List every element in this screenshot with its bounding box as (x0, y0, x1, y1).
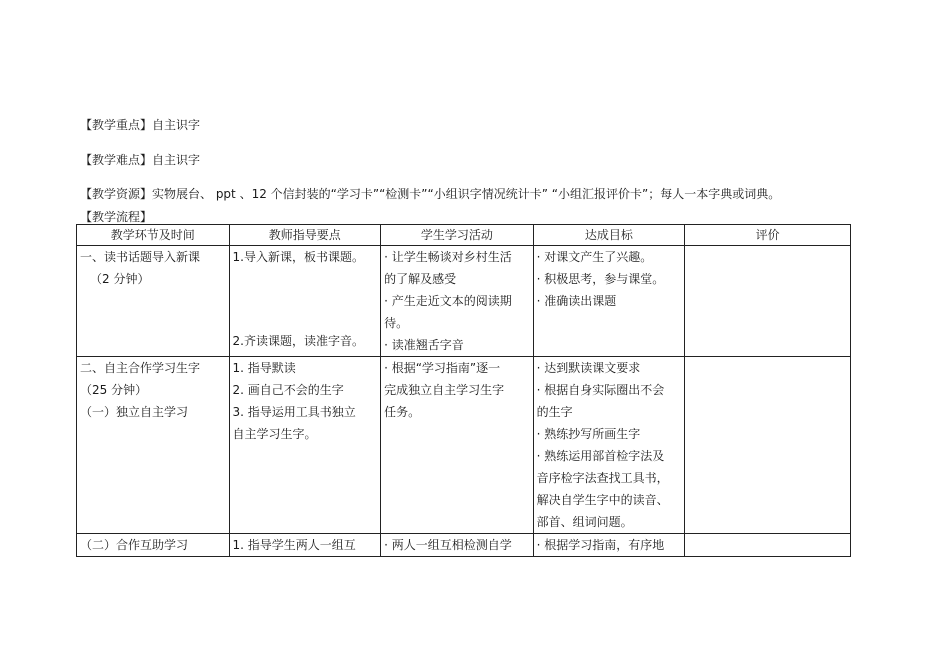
stage-subtitle: （二）合作互助学习 (80, 538, 189, 552)
stage-time: （25 分钟） (80, 383, 148, 397)
teaching-resources: 【教学资源】实物展台、 ppt 、12 个信封装的“学习卡”“检测卡”“小组识字情况统计卡” “小组汇报评价卡”；每人一本字典或词典。 (80, 187, 781, 201)
evaluation-cell (685, 246, 851, 357)
student-activity: · 产生走近文本的阅读期 (384, 294, 512, 308)
teacher-cell (229, 534, 381, 557)
evaluation-cell (685, 357, 851, 534)
goal-item: · 达到默读课文要求 (536, 361, 641, 375)
goal-item: · 根据自身实际圈出不会 (536, 383, 665, 397)
goals-cell (533, 534, 685, 557)
teaching-focus: 【教学重点】自主识字 (80, 118, 201, 132)
column-header: 评价 (685, 225, 851, 246)
teacher-point: 1. 指导学生两人一组互 (232, 538, 356, 552)
stage-cell (77, 534, 230, 557)
goal-item: · 准确读出课题 (536, 294, 617, 308)
teaching-difficulty: 【教学难点】自主识字 (80, 153, 201, 167)
goals-cell (533, 357, 685, 534)
goals-cell (533, 246, 685, 357)
column-header: 教师指导要点 (229, 225, 381, 246)
teacher-point: 2. 画自己不会的生字 (232, 383, 344, 397)
goal-item: 解决自学生字中的读音、 (536, 493, 669, 507)
table-row (77, 357, 851, 534)
stage-title: 二、自主合作学习生字 (80, 361, 201, 375)
stage-title: 一、读书话题导入新课 (80, 250, 201, 264)
student-activity: 任务。 (384, 405, 421, 419)
student-activity: 完成独立自主学习生字 (384, 383, 505, 397)
student-activity: · 让学生畅谈对乡村生活 (384, 250, 512, 264)
student-cell (381, 357, 534, 534)
column-header: 教学环节及时间 (77, 225, 230, 246)
student-cell (381, 246, 534, 357)
goal-item: · 熟练运用部首检字法及 (536, 449, 665, 463)
goal-item: · 积极思考，参与课堂。 (536, 272, 665, 286)
student-activity: · 两人一组互相检测自学 (384, 538, 512, 552)
goal-item: 的生字 (536, 405, 573, 419)
student-activity: 的了解及感受 (384, 272, 457, 286)
teacher-cell (229, 357, 381, 534)
table-header-row (77, 225, 851, 246)
teacher-point: 2.齐读课题，读准字音。 (232, 334, 364, 348)
column-header: 达成目标 (533, 225, 685, 246)
stage-cell (77, 357, 230, 534)
student-activity: · 读准翘舌字音 (384, 338, 464, 352)
teaching-process-heading: 【教学流程】 (80, 210, 153, 224)
goal-item: · 根据学习指南，有序地 (536, 538, 665, 552)
student-activity: 待。 (384, 316, 409, 330)
goal-item: · 对课文产生了兴趣。 (536, 250, 653, 264)
student-cell (381, 534, 534, 557)
teacher-point: 3. 指导运用工具书独立 (232, 405, 356, 419)
teacher-point: 1. 指导默读 (232, 361, 296, 375)
teacher-point: 自主学习生字。 (232, 427, 317, 441)
stage-time: （2 分钟） (90, 272, 150, 286)
goal-item: · 熟练抄写所画生字 (536, 427, 641, 441)
stage-cell (77, 246, 230, 357)
evaluation-cell (685, 534, 851, 557)
teaching-process-table (76, 224, 851, 557)
table-row (77, 534, 851, 557)
teacher-cell (229, 246, 381, 357)
table-row (77, 246, 851, 357)
teacher-point: 1.导入新课，板书课题。 (232, 250, 364, 264)
goal-item: 音序检字法查找工具书， (536, 471, 669, 485)
goal-item: 部首、组词问题。 (536, 515, 633, 529)
student-activity: · 根据“学习指南”逐一 (384, 361, 501, 375)
column-header: 学生学习活动 (381, 225, 534, 246)
stage-subtitle: （一）独立自主学习 (80, 405, 189, 419)
